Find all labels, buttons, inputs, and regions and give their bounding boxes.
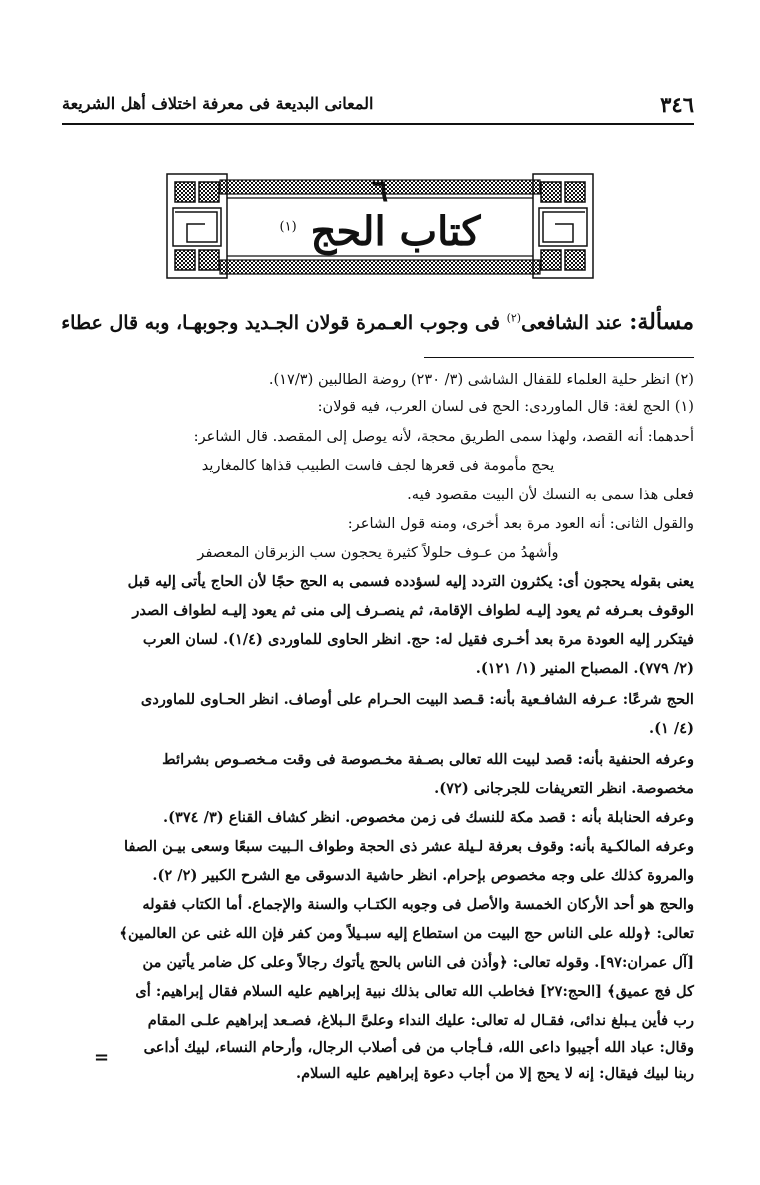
footnote-line: مخصوصة. انظر التعريفات للجرجانى (٧٢).: [434, 780, 694, 797]
footnote-line: [آل عمران:٩٧]. وقوله تعالى: ﴿وأذن فى الناس بالحج يأتوك رجالاً وعلى كل ضامر يأتين من: [142, 954, 694, 971]
footnote-line: رب فأين يـبلغ ندائى، فقـال له تعالى: عليك النداء وعلىَّ الـبلاغ، فصـعد إبراهيم علـى المقام: [147, 1012, 694, 1029]
issue-footnote-ref: (٢): [506, 311, 522, 325]
footnote-line: الوقوف بعـرفه ثم يعود إليـه لطواف الإقامة، ثم ينصـرف إلى منى ثم يعود إليـه لطواف الصدر: [132, 602, 694, 619]
footnote-line: ربنا لبيك فيقال: إنه لا يحج إلا من أجاب دعوة إبراهيم عليه السلام.: [296, 1065, 694, 1082]
issue-line: [60, 309, 694, 335]
verse-line: يحج مأمومة فى قعرها لجف فاست الطبيب قذاها كالمغاريد: [201, 457, 555, 474]
continuation-mark: =: [94, 1047, 110, 1068]
footnote-line: وعرفه الحنابلة بأنه : قصد مكة للنسك فى زمن مخصوص. انظر كشاف القناع (٣/ ٣٧٤).: [163, 809, 694, 826]
chapter-title-text: كتاب الحج: [310, 208, 481, 255]
issue-rest: فى وجوب العـمرة قولان الجـديد وجوبهـا، وبه قال عطاء: [61, 312, 500, 334]
footnote-line: والمروة كذلك على وجه مخصوص بإحرام. انظر حاشية الدسوقى مع الشرح الكبير (٢/ ٢).: [152, 867, 694, 884]
footnote-line: تعالى: ﴿ولله على الناس حج البيت من استطاع إليه سبـيلاً ومن كفر فإن الله غنى عن العالمين﴾: [119, 925, 694, 942]
footnote-line: وعرفه المالكـية بأنه: وقوف بعرفة لـيلة عشر ذى الحجة وطواف الـبيت سبعًا وسعى بيـن الصفا: [124, 838, 694, 855]
footnote-line: (٢) انظر حلية العلماء للقفال الشاشى (٣/ ٢٣٠) روضة الطالبين (١٧/٣).: [268, 371, 694, 388]
footnote-line: يعنى بقوله يحجون أى: يكثرون التردد إليه لسؤدده فسمى به الحج حجًا لأن الحاج يأتى إليه قبل: [127, 573, 694, 590]
chapter-ornament-frame: [165, 172, 595, 280]
chapter-footnote-ref: (١): [279, 219, 297, 235]
header-rule: [62, 123, 694, 125]
issue-text: عند الشافعى: [521, 312, 623, 334]
footnote-line: فيتكرر إليه العودة مرة بعد أخـرى فقيل له: حج. انظر الحاوى للماوردى (١/٤). لسان العرب: [142, 631, 694, 648]
footnote-line: الحج شرعًا: عـرفه الشافـعية بأنه: قـصد البيت الحـرام على أوصاف. انظر الحـاوى للماوردى: [140, 691, 694, 708]
verse-line: وأشهدُ من عـوف حلولاً كثيرة يحجون سب الزبرقان المعصفر: [197, 544, 559, 561]
footnote-line: (٤/ ١).: [648, 720, 694, 737]
running-header: [62, 92, 694, 118]
footnote-line: (٢/ ٧٧٩). المصباح المنير (١/ ١٢١).: [475, 660, 694, 677]
footnote-line: (١) الحج لغة: قال الماوردى: الحج فى لسان العرب، فيه قولان:: [317, 398, 694, 415]
chapter-title: [165, 208, 595, 255]
footnote-line: وقال: عباد الله أجيبوا داعى الله، فـأجاب من فى أصلاب الرجال، وأرحام النساء، لبيك أداعى: [143, 1039, 694, 1056]
chapter-number: ٦: [371, 174, 389, 209]
issue-label: مسألة:: [629, 309, 694, 335]
running-title: المعانى البديعة فى معرفة اختلاف أهل الشريعة: [62, 94, 374, 113]
footnote-separator: [424, 357, 694, 358]
footnote-line: أحدهما: أنه القصد، ولهذا سمى الطريق محجة، لأنه يوصل إلى المقصد. قال الشاعر:: [193, 428, 694, 445]
footnote-line: فعلى هذا سمى به النسك لأن البيت مقصود فيه.: [407, 486, 694, 503]
footnote-line: كل فج عميق﴾ [الحج:٢٧] فخاطب الله تعالى بذلك نبية إبراهيم عليه السلام فقال إبراهيم: أى: [135, 983, 694, 1000]
page-number: ٣٤٦: [660, 92, 694, 117]
footnote-line: وعرفه الحنفية بأنه: قصد لبيت الله تعالى بصـفة مخـصوصة فى وقت مـخصـوص بشرائط: [162, 751, 694, 768]
footnote-line: والحج هو أحد الأركان الخمسة والأصل فى وجوبه الكتـاب والسنة والإجماع. أما الكتاب فقوله: [142, 896, 694, 913]
footnote-line: والقول الثانى: أنه العود مرة بعد أخرى، ومنه قول الشاعر:: [347, 515, 694, 532]
